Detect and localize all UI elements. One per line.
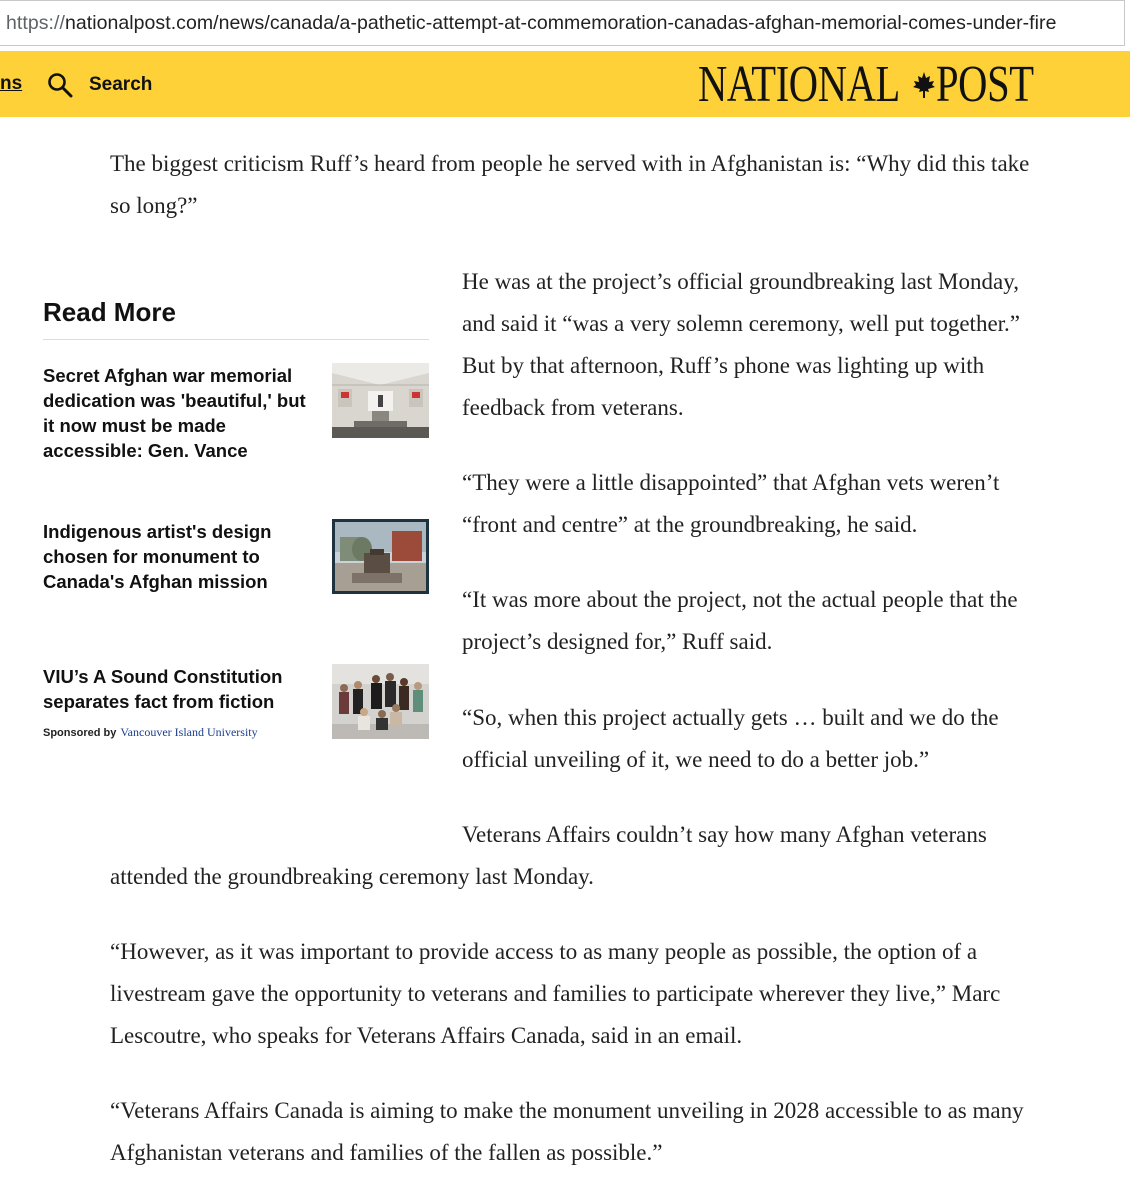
article-paragraph: The biggest criticism Ruff’s heard from people he served with in Afghanistan is: “Why did this take so long?”	[110, 151, 1030, 218]
sponsor-name[interactable]: Vancouver Island University	[120, 725, 258, 739]
article-paragraph	[110, 814, 1070, 898]
article-paragraph: “So, when this project actually gets … built and we do the official unveiling of it, we need to do a better job.”	[462, 705, 999, 772]
memorial-chapel-photo-icon	[332, 363, 429, 438]
read-more-item-title[interactable]: Secret Afghan war memorial dedication was 'beautiful,' but it now must be made accessible: Gen. Vance	[43, 365, 306, 461]
nav-link-cut[interactable]: ns	[0, 73, 23, 94]
article-paragraph: “However, as it was important to provide access to as many people as possible, the option of a livestream gave the opportunity to veterans and families to participate wherever they live,” Marc Lescoutre, who speaks for Veterans Affairs Canada, said in an email.	[110, 939, 1001, 1048]
memorial-chapel-thumbnail[interactable]	[332, 363, 429, 438]
monument-rendering-photo-icon	[332, 519, 429, 594]
paragraph-line: attended the groundbreaking ceremony last Monday.	[110, 864, 594, 889]
url-field[interactable]	[0, 0, 1125, 46]
logo-word-national: NATIONAL	[698, 56, 900, 113]
read-more-item-title[interactable]: VIU’s A Sound Constitution separates fact from fiction	[43, 666, 283, 712]
article-paragraph: He was at the project’s official groundbreaking last Monday, and said it “was a very solemn ceremony, well put together.” But by that afternoon, Ruff’s phone was lighting up with feedback from veterans.	[462, 269, 1020, 420]
paragraph-line: Veterans Affairs couldn’t say how many Afghan veterans	[462, 822, 987, 847]
maple-leaf-icon	[911, 70, 937, 100]
site-logo[interactable]	[698, 56, 1061, 113]
article-paragraph: “They were a little disappointed” that Afghan vets weren’t “front and centre” at the groundbreaking, he said.	[462, 470, 1000, 537]
read-more-item-title[interactable]: Indigenous artist's design chosen for monument to Canada's Afghan mission	[43, 521, 272, 592]
browser-address-bar[interactable]	[0, 0, 1130, 46]
search-label: Search	[89, 74, 153, 95]
divider	[43, 339, 429, 340]
read-more-heading: Read More	[43, 297, 176, 327]
site-header	[0, 51, 1130, 117]
group-photo-icon	[332, 664, 429, 739]
sponsored-label	[43, 725, 258, 740]
article-paragraph: “Veterans Affairs Canada is aiming to make the monument unveiling in 2028 accessible to as many Afghanistan veterans and families of the fallen as possible.”	[110, 1098, 1024, 1165]
url-text[interactable]	[6, 12, 1056, 35]
search-button[interactable]	[47, 71, 152, 99]
logo-word-post: POST	[935, 56, 1034, 113]
url-scheme: https://	[6, 12, 65, 34]
sponsored-by-text: Sponsored by	[43, 727, 117, 739]
read-more-module	[43, 296, 429, 739]
search-icon	[47, 72, 73, 98]
url-path: nationalpost.com/news/canada/a-pathetic-attempt-at-commemoration-canadas-afghan-memorial-comes-under-fire	[64, 12, 1057, 34]
group-photo-thumbnail[interactable]	[332, 664, 429, 739]
article-paragraph: “It was more about the project, not the actual people that the project’s designed for,” Ruff said.	[462, 587, 1018, 654]
monument-rendering-thumbnail[interactable]	[332, 519, 429, 594]
